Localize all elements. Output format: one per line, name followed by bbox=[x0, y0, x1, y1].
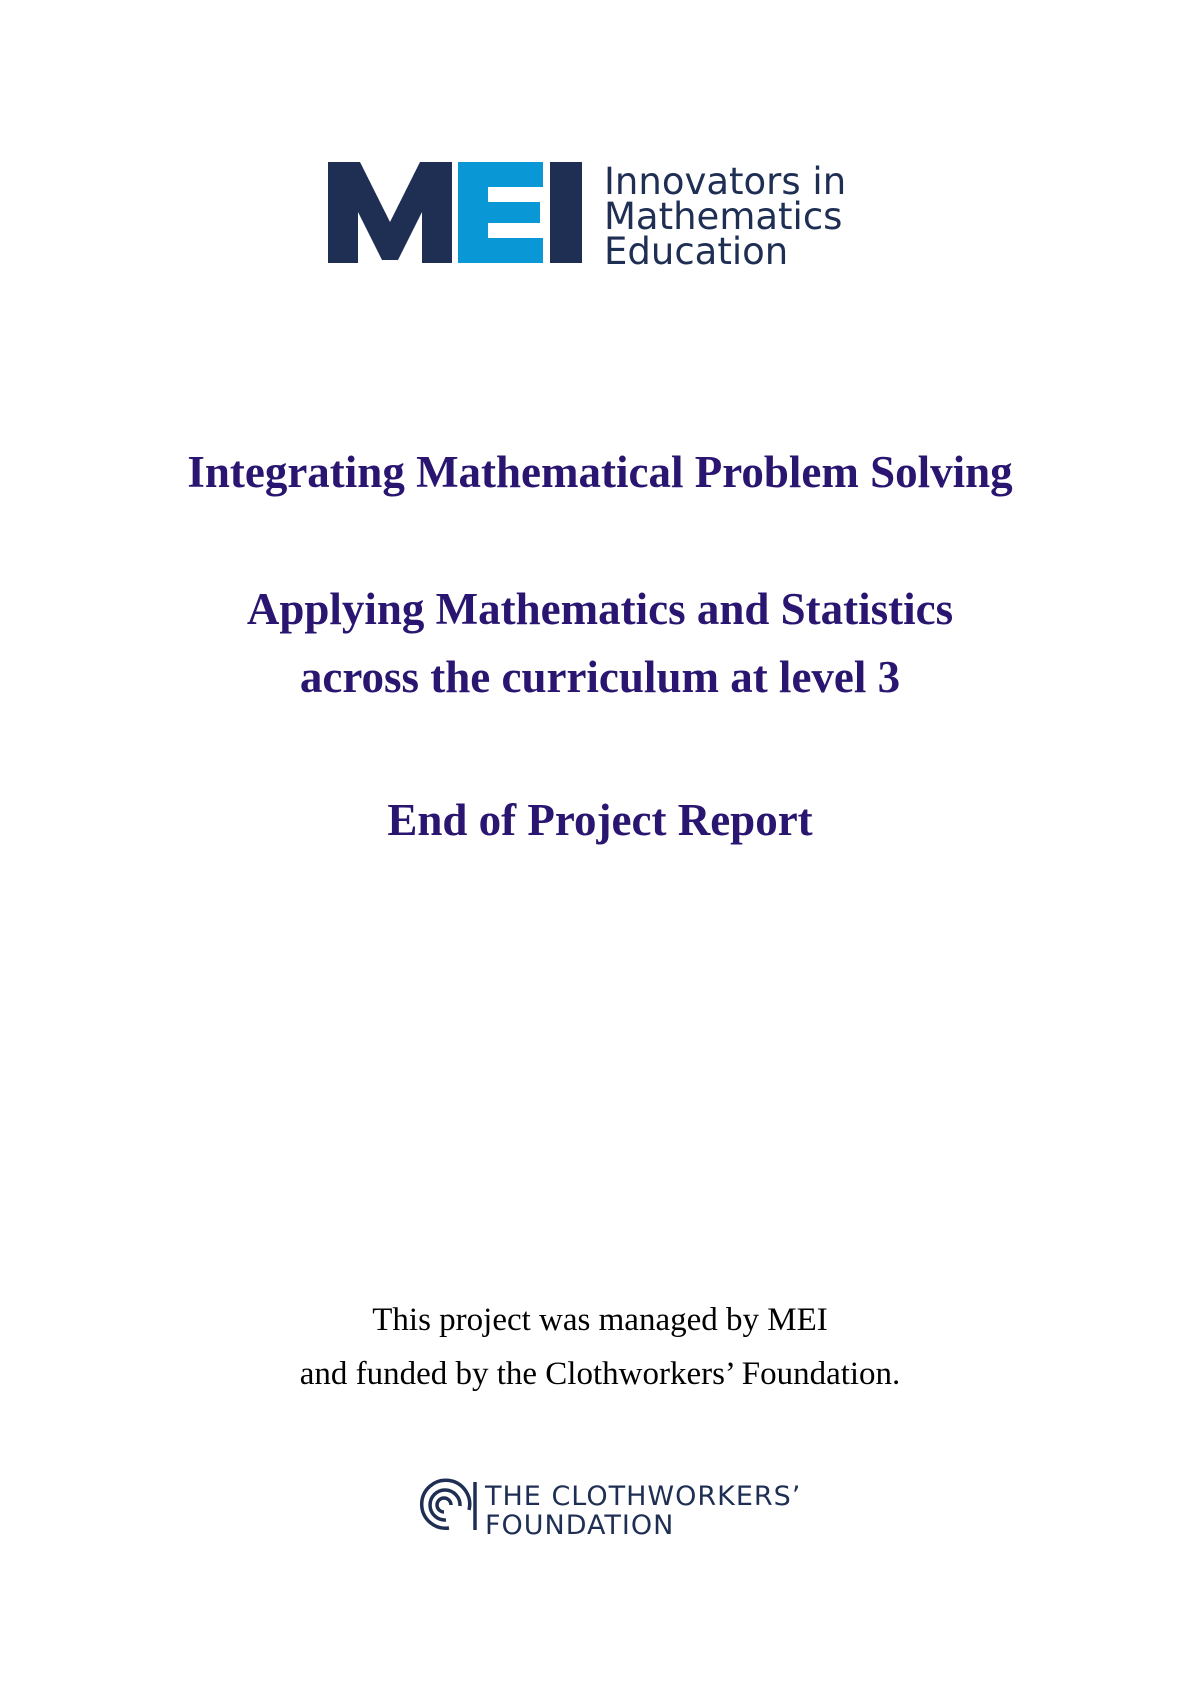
mei-logo-letter-m bbox=[328, 162, 452, 263]
funding-line2: and funded by the Clothworkers’ Foundation. bbox=[299, 1356, 901, 1392]
mei-logo-graphic bbox=[328, 160, 888, 265]
mei-logo-letter-i bbox=[550, 162, 582, 263]
mei-tagline-line3: Education bbox=[604, 230, 789, 265]
funding-line1: This project was managed by MEI bbox=[372, 1302, 828, 1338]
clothworkers-logo-graphic bbox=[413, 1470, 803, 1542]
clothworkers-logo-line2: FOUNDATION bbox=[485, 1510, 675, 1541]
mei-logo-letter-e bbox=[458, 162, 543, 263]
report-subtitle-line1: Applying Mathematics and Statistics bbox=[246, 584, 954, 634]
mei-tagline-line1: Innovators in bbox=[604, 160, 847, 203]
mei-logo bbox=[328, 160, 888, 265]
report-title: Integrating Mathematical Problem Solving bbox=[187, 447, 1013, 497]
mei-tagline-line2: Mathematics bbox=[604, 195, 843, 238]
report-subtitle-line2: across the curriculum at level 3 bbox=[299, 652, 901, 702]
report-type-heading: End of Project Report bbox=[387, 795, 813, 845]
funding-statement bbox=[0, 1293, 1200, 1401]
clothworkers-logo bbox=[413, 1470, 803, 1542]
clothworkers-logo-line1: THE CLOTHWORKERS’ bbox=[485, 1481, 802, 1512]
spiral-icon bbox=[422, 1480, 475, 1530]
